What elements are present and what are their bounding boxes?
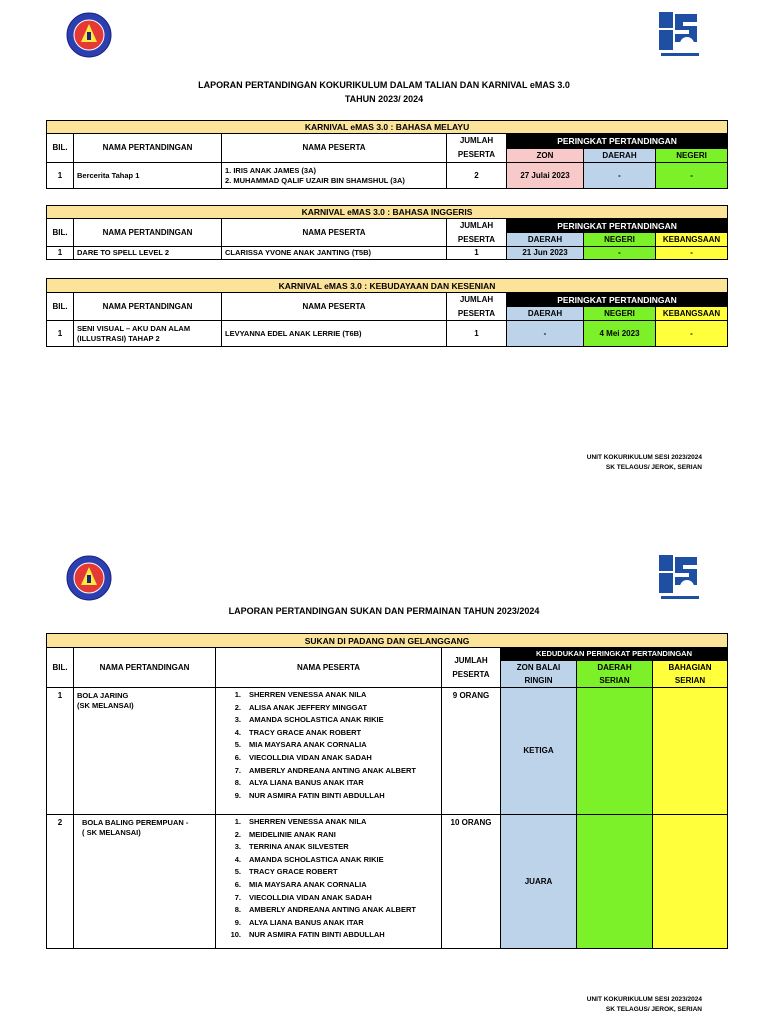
list-item: 3. AMANDA SCHOLASTICA ANAK RIKIE: [234, 715, 384, 725]
list-item: 3. TERRINA ANAK SILVESTER: [234, 842, 349, 852]
level-daerah: DAERAH: [507, 233, 584, 247]
level-negeri: NEGERI: [584, 233, 656, 247]
col-jumlah-peserta: JUMLAH PESERTA: [447, 293, 507, 321]
col-jumlah-peserta: JUMLAH PESERTA: [447, 134, 507, 163]
list-item: 9. NUR ASMIRA FATIN BINTI ABDULLAH: [234, 790, 385, 800]
page1-footer-line2: SK TELAGUS/ JEROK, SERIAN: [605, 464, 702, 471]
page2-title: LAPORAN PERTANDINGAN SUKAN DAN PERMAINAN TAHUN 2023/2024: [228, 606, 540, 616]
col-kedudukan: KEDUDUKAN PERINGKAT PERTANDINGAN: [501, 648, 728, 661]
peserta-list: 1. IRIS ANAK JAMES (3A) 2. MUHAMMAD QALIF UZAIR BIN SHAMSHUL (3A): [222, 163, 447, 189]
col-nama-pertandingan: NAMA PERTANDINGAN: [74, 219, 222, 247]
col-nama-peserta: NAMA PESERTA: [222, 134, 447, 163]
table-heading: KARNIVAL eMAS 3.0 : BAHASA INGGERIS: [47, 206, 728, 219]
school-crest-icon: [66, 555, 112, 601]
peserta-list: [216, 815, 442, 949]
ministry-25-logo-icon: [657, 10, 703, 60]
table-row: 2 BOLA BALING PEREMPUAN - ( SK MELANSAI) 1. SHERREN VENESSA ANAK NILA 2. MEIDELINIE ANAK RANI 3. TERRINA ANAK SILVESTER 4. AMANDA SCHOLASTICA ANAK RIKIE 5. TRACY GRACE ROBERT 6. MIA MAYSARA ANAK CORNALIA 7. VIECOLLDIA VIDAN ANAK SADAH 8. AMBERLY ANDREANA ANTING ANAK ALBERT 9. ALYA LIANA BANUS ANAK ITAR 10. NUR ASMIRA FATIN BINTI ABDULLAH 10 ORANG JUARA: [47, 815, 728, 949]
level-zon: ZON: [507, 149, 584, 163]
peserta-list: [216, 688, 442, 815]
table-heading: KARNIVAL eMAS 3.0 : BAHASA MELAYU: [47, 121, 728, 134]
level-zon: ZON BALAI RINGIN: [501, 661, 577, 688]
level-kebangsaan: KEBANGSAAN: [656, 307, 728, 321]
list-item: 10. NUR ASMIRA FATIN BINTI ABDULLAH: [230, 930, 385, 940]
table-row: 1 Bercerita Tahap 1 1. IRIS ANAK JAMES (3A) 2. MUHAMMAD QALIF UZAIR BIN SHAMSHUL (3A) 2 27 Julai 2023 - -: [47, 163, 728, 189]
list-item: 8. AMBERLY ANDREANA ANTING ANAK ALBERT: [234, 905, 416, 915]
table-bahasa-melayu: [46, 120, 728, 189]
col-bil: BIL.: [47, 293, 74, 321]
page2-footer-line1: UNIT KOKURIKULUM SESI 2023/2024: [586, 996, 702, 1003]
table-row: 1 BOLA JARING (SK MELANSAI) 1. SHERREN VENESSA ANAK NILA 2. ALISA ANAK JEFFERY MINGGAT 3. AMANDA SCHOLASTICA ANAK RIKIE 4. TRACY GRACE ANAK ROBERT 5. MIA MAYSARA ANAK CORNALIA 6. VIECOLLDIA VIDAN ANAK SADAH 7. AMBERLY ANDREANA ANTING ANAK ALBERT 8. ALYA LIANA BANUS ANAK ITAR 9. NUR ASMIRA FATIN BINTI ABDULLAH 9 ORANG KETIGA: [47, 688, 728, 815]
page1-title-line1: LAPORAN PERTANDINGAN KOKURIKULUM DALAM TALIAN DAN KARNIVAL eMAS 3.0: [198, 80, 570, 90]
list-item: 7. VIECOLLDIA VIDAN ANAK SADAH: [234, 892, 372, 902]
list-item: 9. ALYA LIANA BANUS ANAK ITAR: [234, 917, 364, 927]
col-bil: BIL.: [47, 134, 74, 163]
table-sukan: [46, 633, 728, 949]
list-item: 5. MIA MAYSARA ANAK CORNALIA: [234, 740, 367, 750]
level-daerah: DAERAH SERIAN: [577, 661, 653, 688]
level-negeri: NEGERI: [584, 307, 656, 321]
page1-title-line2: TAHUN 2023/ 2024: [344, 94, 424, 104]
list-item: 4. TRACY GRACE ANAK ROBERT: [234, 727, 362, 737]
list-item: 2. ALISA ANAK JEFFERY MINGGAT: [234, 702, 368, 712]
level-bahagian: BAHAGIAN SERIAN: [653, 661, 728, 688]
level-daerah: DAERAH: [507, 307, 584, 321]
col-nama-pertandingan: NAMA PERTANDINGAN: [74, 293, 222, 321]
list-item: 4. AMANDA SCHOLASTICA ANAK RIKIE: [234, 854, 384, 864]
page1-footer-line1: UNIT KOKURIKULUM SESI 2023/2024: [586, 454, 702, 461]
col-nama-pertandingan: NAMA PERTANDINGAN: [74, 648, 216, 688]
page2-footer-line2: SK TELAGUS/ JEROK, SERIAN: [605, 1006, 702, 1013]
table-row: 1 DARE TO SPELL LEVEL 2 CLARISSA YVONE ANAK JANTING (T5B) 1 21 Jun 2023 - -: [47, 247, 728, 260]
col-peringkat: PERINGKAT PERTANDINGAN: [507, 293, 728, 307]
ministry-25-logo-icon: [657, 553, 703, 603]
school-crest-icon: [66, 12, 112, 58]
col-jumlah-peserta: JUMLAH PESERTA: [447, 219, 507, 247]
table-heading: SUKAN DI PADANG DAN GELANGGANG: [47, 634, 728, 648]
list-item: 5. TRACY GRACE ROBERT: [234, 867, 338, 877]
col-nama-peserta: NAMA PESERTA: [216, 648, 442, 688]
level-negeri: NEGERI: [656, 149, 728, 163]
list-item: 7. AMBERLY ANDREANA ANTING ANAK ALBERT: [234, 765, 416, 775]
level-kebangsaan: KEBANGSAAN: [656, 233, 728, 247]
col-peringkat: PERINGKAT PERTANDINGAN: [507, 219, 728, 233]
table-kebudayaan-kesenian: [46, 278, 728, 347]
list-item: 2. MEIDELINIE ANAK RANI: [234, 829, 336, 839]
col-nama-peserta: NAMA PESERTA: [222, 293, 447, 321]
list-item: 8. ALYA LIANA BANUS ANAK ITAR: [234, 778, 364, 788]
level-daerah: DAERAH: [584, 149, 656, 163]
col-nama-peserta: NAMA PESERTA: [222, 219, 447, 247]
col-bil: BIL.: [47, 648, 74, 688]
col-nama-pertandingan: NAMA PERTANDINGAN: [74, 134, 222, 163]
table-bahasa-inggeris: [46, 205, 728, 260]
list-item: 6. VIECOLLDIA VIDAN ANAK SADAH: [234, 752, 372, 762]
table-row: 1 SENI VISUAL – AKU DAN ALAM (ILLUSTRASI) TAHAP 2 LEVYANNA EDEL ANAK LERRIE (T6B) 1 - 4 Mei 2023 -: [47, 321, 728, 347]
list-item: 1. SHERREN VENESSA ANAK NILA: [234, 817, 367, 826]
table-heading: KARNIVAL eMAS 3.0 : KEBUDAYAAN DAN KESENIAN: [47, 279, 728, 293]
list-item: 6. MIA MAYSARA ANAK CORNALIA: [234, 879, 367, 889]
col-jumlah-peserta: JUMLAH PESERTA: [442, 648, 501, 688]
list-item: 1. SHERREN VENESSA ANAK NILA: [234, 690, 367, 699]
col-peringkat: PERINGKAT PERTANDINGAN: [507, 134, 728, 149]
col-bil: BIL.: [47, 219, 74, 247]
